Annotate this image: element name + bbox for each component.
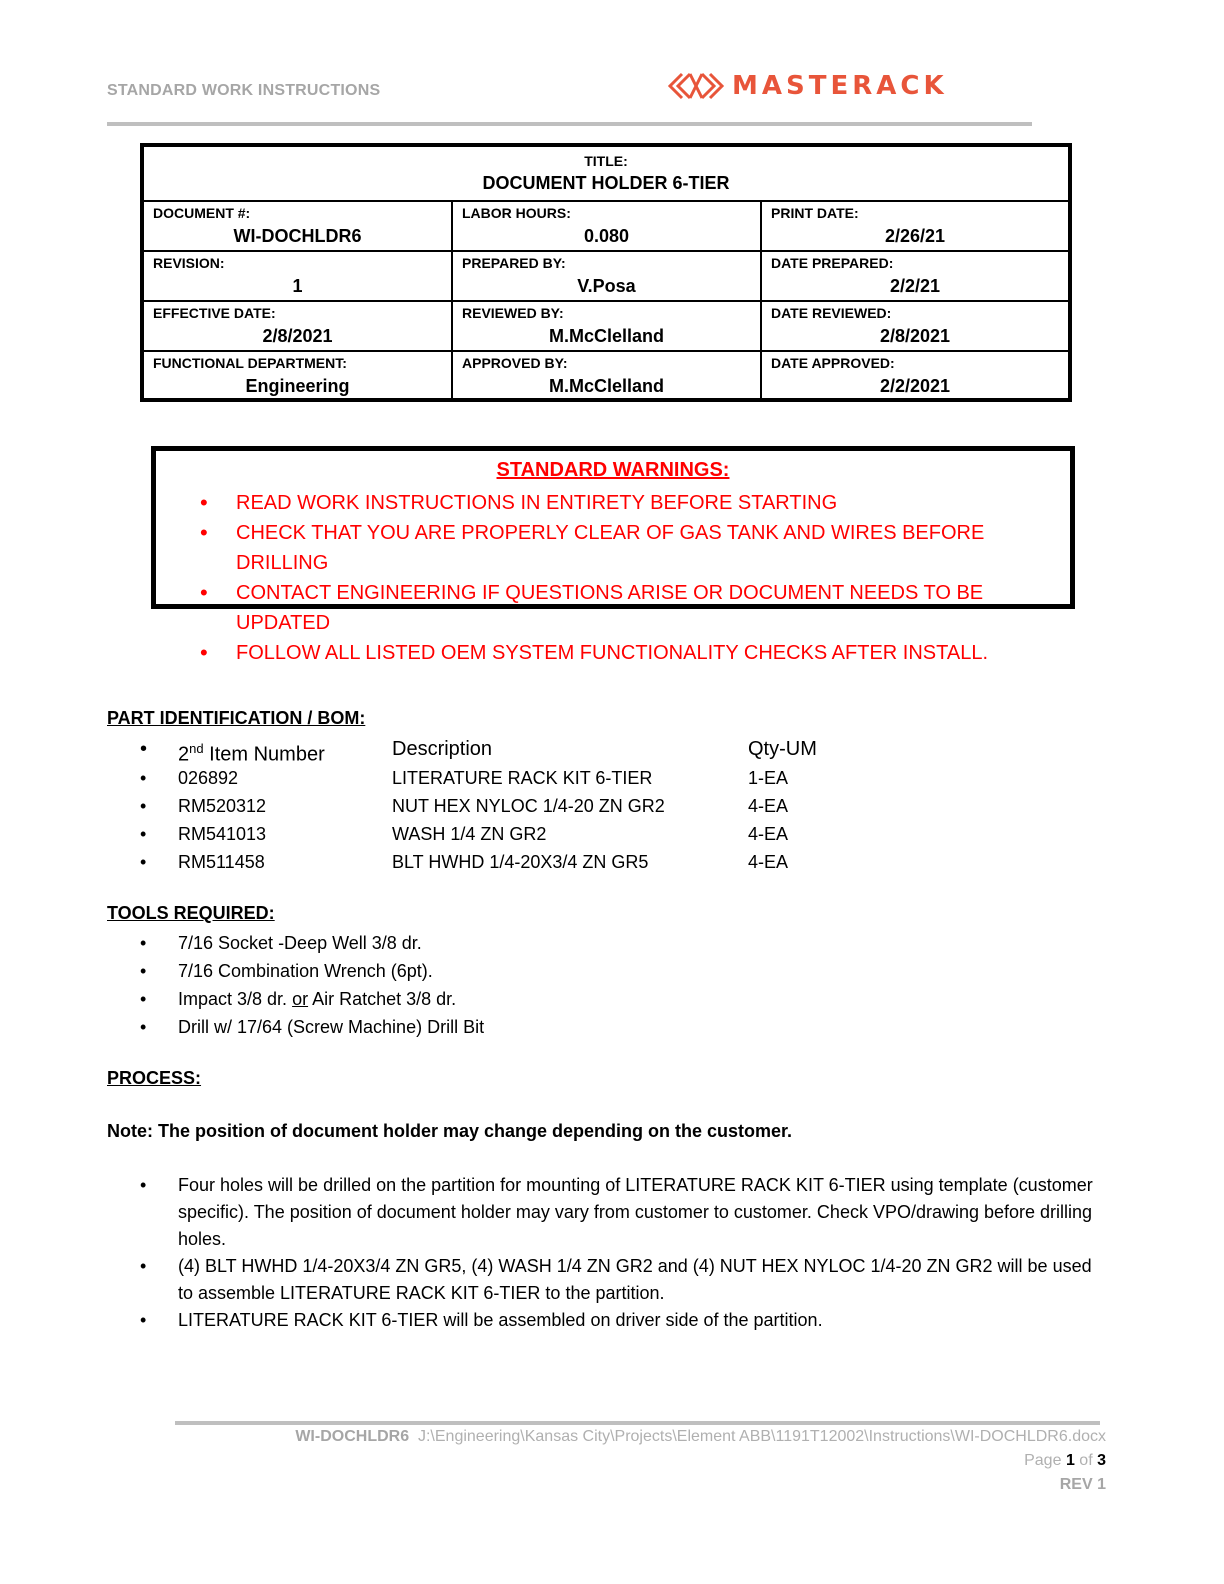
bom-qty: 4-EA [748, 796, 789, 816]
process-heading: PROCESS: [107, 1068, 202, 1088]
labor-hours-label: LABOR HOURS: [462, 205, 571, 221]
bom-qty: 4-EA [748, 852, 789, 872]
functional-department-label: FUNCTIONAL DEPARTMENT: [153, 355, 347, 371]
date-reviewed-label: DATE REVIEWED: [771, 305, 892, 321]
effective-date-value: 2/8/2021 [262, 326, 333, 346]
bom-item-number: RM511458 [178, 852, 265, 872]
info-cell [144, 352, 453, 402]
warning-item: • FOLLOW ALL LISTED OEM SYSTEM FUNCTIONALITY CHECKS AFTER INSTALL. [156, 638, 1070, 668]
bom-description: BLT HWHD 1/4-20X3/4 ZN GR5 [392, 852, 649, 872]
tool-impact-post: Air Ratchet 3/8 dr. [308, 989, 457, 1009]
info-cell [144, 252, 453, 300]
tool-text: 7/16 Combination Wrench (6pt). [178, 961, 433, 981]
print-date-value: 2/26/21 [884, 226, 946, 246]
warning-item: • CONTACT ENGINEERING IF QUESTIONS ARISE OR DOCUMENT NEEDS TO BE UPDATED [156, 578, 1070, 638]
bullet-icon: • [140, 738, 148, 760]
process-step [140, 1253, 1110, 1307]
print-date-label: PRINT DATE: [771, 205, 859, 221]
warnings-title: STANDARD WARNINGS: [496, 459, 730, 481]
bullet-icon: • [140, 989, 147, 1009]
document-number-label: DOCUMENT #: [153, 205, 251, 221]
logo-text: MASTERACK [732, 71, 948, 101]
footer-page-total: 3 [1097, 1452, 1106, 1469]
process-step [140, 1172, 1110, 1253]
revision-label: REVISION: [153, 255, 225, 271]
tool-item [140, 985, 1040, 1013]
footer-of-word: of [1079, 1452, 1093, 1469]
bullet-icon: • [140, 768, 147, 788]
info-row [144, 352, 1068, 402]
tool-impact-or: or [292, 989, 309, 1009]
title-label: TITLE: [584, 153, 628, 169]
approved-by-label: APPROVED BY: [462, 355, 568, 371]
tools-heading: TOOLS REQUIRED: [107, 903, 275, 923]
footer-document-path [295, 1428, 1106, 1446]
document-info-table [140, 143, 1072, 402]
warning-item: • READ WORK INSTRUCTIONS IN ENTIRETY BEFORE STARTING [156, 488, 1070, 518]
footer-path: J:\Engineering\Kansas City\Projects\Element ABB\1191T12002\Instructions\WI-DOCHLDR6.docx [417, 1428, 1106, 1445]
header-rule [107, 122, 1032, 126]
bom-col-qty-header: Qty-UM [748, 738, 817, 760]
bom-item-number: 026892 [178, 768, 239, 788]
bom-description: LITERATURE RACK KIT 6-TIER [392, 768, 653, 788]
bullet-icon: • [140, 852, 147, 872]
tool-item [140, 929, 1040, 957]
info-cell [762, 202, 1068, 250]
standard-warnings-box [151, 446, 1075, 664]
info-cell [762, 352, 1068, 402]
title-value: DOCUMENT HOLDER 6-TIER [482, 173, 730, 193]
date-prepared-value: 2/2/21 [889, 276, 941, 296]
bom-row [140, 792, 1040, 820]
tool-text: 7/16 Socket -Deep Well 3/8 dr. [178, 933, 422, 953]
revision-value: 1 [292, 276, 303, 296]
footer-page-num: 1 [1065, 1452, 1075, 1469]
info-cell [762, 302, 1068, 350]
date-approved-value: 2/2/2021 [879, 376, 951, 396]
info-row [144, 302, 1068, 352]
masterack-logo [668, 70, 948, 102]
bullet-icon: • [140, 1017, 147, 1037]
bullet-icon: • [140, 824, 147, 844]
reviewed-by-value: M.McClelland [548, 326, 664, 346]
header-section-label: STANDARD WORK INSTRUCTIONS [107, 82, 381, 99]
functional-department-value: Engineering [245, 376, 350, 396]
info-cell [453, 252, 762, 300]
tool-item [140, 957, 1040, 985]
bom-col-description-header: Description [392, 738, 493, 760]
tool-impact-pre: Impact 3/8 dr. [178, 989, 293, 1009]
footer-rule [175, 1421, 1100, 1425]
process-step-text: (4) BLT HWHD 1/4-20X3/4 ZN GR5, (4) WASH 1/4 ZN GR2 and (4) NUT HEX NYLOC 1/4-20 ZN GR2 will be used to assemble LITERATURE RACK KIT 6-TIER to the partition. [178, 1256, 1092, 1303]
process-step-text: LITERATURE RACK KIT 6-TIER will be assembled on driver side of the partition. [178, 1310, 823, 1330]
date-prepared-label: DATE PREPARED: [771, 255, 894, 271]
info-cell [144, 302, 453, 350]
process-step [140, 1307, 1110, 1334]
labor-hours-value: 0.080 [583, 226, 630, 246]
warning-item: • CHECK THAT YOU ARE PROPERLY CLEAR OF GAS TANK AND WIRES BEFORE DRILLING [156, 518, 1070, 578]
info-cell [453, 302, 762, 350]
logo-chevron-icon [668, 71, 724, 101]
bom-description: NUT HEX NYLOC 1/4-20 ZN GR2 [392, 796, 665, 816]
bullet-icon: • [140, 796, 147, 816]
prepared-by-value: V.Posa [577, 276, 636, 296]
bom-row [140, 848, 1040, 876]
tool-text [178, 985, 456, 1013]
bullet-icon: • [140, 1256, 147, 1276]
bom-col-item-suffix: Item Number [203, 743, 325, 766]
info-row [144, 252, 1068, 302]
bom-row [140, 764, 1040, 792]
bom-item-number: RM541013 [178, 824, 267, 844]
info-cell [144, 202, 453, 250]
info-cell [762, 252, 1068, 300]
bullet-icon: • [140, 1310, 147, 1330]
footer-doc-id: WI-DOCHLDR6 [295, 1428, 410, 1445]
bom-qty: 1-EA [748, 768, 789, 788]
date-approved-label: DATE APPROVED: [771, 355, 895, 371]
bom-heading: PART IDENTIFICATION / BOM: [107, 708, 366, 728]
bullet-icon: • [140, 933, 147, 953]
bom-header-row [140, 735, 1040, 766]
effective-date-label: EFFECTIVE DATE: [153, 305, 276, 321]
footer-page-number [1024, 1452, 1106, 1470]
approved-by-value: M.McClelland [548, 376, 664, 396]
tool-item [140, 1013, 1040, 1041]
prepared-by-label: PREPARED BY: [462, 255, 566, 271]
bom-qty: 4-EA [748, 824, 789, 844]
process-step-text: Four holes will be drilled on the partition for mounting of LITERATURE RACK KIT 6-TIER using template (customer specific). The position of document holder may vary from customer to customer. Check VPO/drawing before drilling holes. [178, 1175, 1093, 1249]
bom-col-item-sup: nd [189, 741, 204, 756]
tool-text: Drill w/ 17/64 (Screw Machine) Drill Bit [178, 1017, 485, 1037]
document-number-value: WI-DOCHLDR6 [233, 226, 362, 246]
reviewed-by-label: REVIEWED BY: [462, 305, 564, 321]
bom-row [140, 820, 1040, 848]
bom-col-item-prefix: 2 [178, 743, 190, 766]
bullet-icon: • [140, 961, 147, 981]
info-row [144, 202, 1068, 252]
bullet-icon: • [140, 1175, 147, 1195]
info-cell [453, 352, 762, 402]
footer-page-word: Page [1024, 1452, 1062, 1469]
info-cell [453, 202, 762, 250]
title-cell [144, 147, 1068, 202]
footer-revision: REV 1 [1059, 1476, 1106, 1493]
warnings-list [156, 488, 1070, 668]
bom-description: WASH 1/4 ZN GR2 [392, 824, 547, 844]
bom-item-number: RM520312 [178, 796, 267, 816]
process-note: Note: The position of document holder may change depending on the customer. [107, 1121, 793, 1141]
date-reviewed-value: 2/8/2021 [879, 326, 951, 346]
